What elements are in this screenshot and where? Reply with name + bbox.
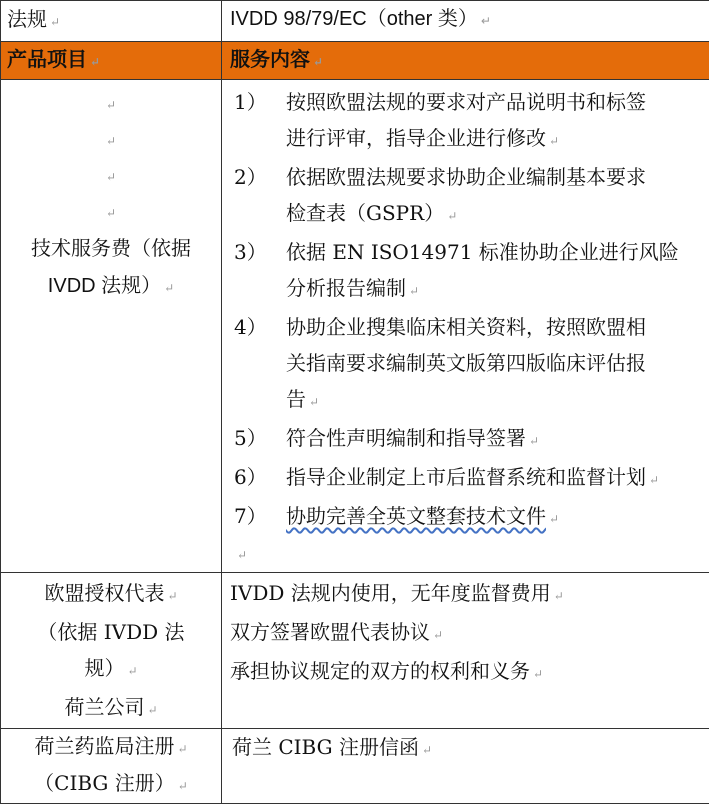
item-number: 3） [222, 234, 286, 309]
service-list-item [222, 84, 709, 159]
paragraph-mark-icon: ↵ [127, 664, 137, 678]
regulation-value-cell [222, 1, 709, 42]
eu-rep-label-line: 欧盟授权代表 [44, 581, 164, 605]
item-text-line: 依据欧盟法规要求协助企业编制基本要求 [286, 159, 704, 195]
paragraph-mark-icon: ↵ [237, 548, 247, 562]
service-list-item [222, 234, 709, 309]
paragraph-mark-icon: ↵ [106, 206, 116, 220]
header-row [1, 42, 709, 80]
paragraph-mark-icon: ↵ [447, 209, 457, 223]
item-text-line: 符合性声明编制和指导签署 [286, 426, 526, 450]
cibg-label-line: 荷兰药监局注册 [34, 734, 174, 758]
technical-service-label-line1: 技术服务费（依据 [1, 230, 221, 267]
service-list-item [222, 420, 709, 459]
header-service-cell [222, 42, 709, 80]
technical-service-row [1, 80, 709, 573]
paragraph-mark-icon: ↵ [106, 170, 116, 184]
technical-service-content-cell [222, 80, 709, 573]
paragraph-mark-icon: ↵ [147, 703, 157, 717]
item-number: 5） [222, 420, 286, 459]
cibg-label-line: （CIBG 注册） [34, 771, 175, 795]
header-product-cell [1, 42, 222, 80]
item-text-line: 进行评审，指导企业进行修改 [286, 126, 546, 150]
paragraph-mark-icon: ↵ [313, 55, 323, 69]
paragraph-mark-icon: ↵ [164, 281, 174, 295]
paragraph-mark-icon: ↵ [50, 15, 60, 29]
item-text-line: 协助完善全英文整套技术文件 [286, 504, 546, 528]
item-text-line: 协助企业搜集临床相关资料，按照欧盟相 [286, 309, 704, 345]
service-list-item [222, 498, 709, 537]
paragraph-mark-icon: ↵ [106, 98, 116, 112]
eu-rep-label-line: （依据 IVDD 法 [1, 614, 221, 650]
item-number: 2） [222, 159, 286, 234]
cibg-content: 荷兰 CIBG 注册信函 [232, 735, 419, 759]
item-text-line: 关指南要求编制英文版第四版临床评估报 [286, 345, 704, 381]
paragraph-mark-icon: ↵ [549, 134, 559, 148]
service-list-item [222, 459, 709, 498]
technical-service-label-line2: IVDD 法规） [48, 275, 161, 297]
paragraph-mark-icon: ↵ [554, 589, 564, 603]
paragraph-mark-icon: ↵ [309, 395, 319, 409]
item-text-line: 告 [286, 387, 306, 411]
paragraph-mark-icon: ↵ [422, 743, 432, 757]
item-text-line: 指导企业制定上市后监督系统和监督计划 [286, 465, 646, 489]
eu-rep-label-line: 规） [84, 656, 124, 680]
regulation-label-cell [1, 1, 222, 42]
regulation-label: 法规 [7, 7, 47, 31]
item-number: 1） [222, 84, 286, 159]
item-text-line: 分析报告编制 [286, 276, 406, 300]
header-product-item: 产品项目 [7, 47, 87, 71]
item-text-line: 按照欧盟法规的要求对产品说明书和标签 [286, 84, 704, 120]
header-service-content: 服务内容 [230, 47, 310, 71]
eu-rep-content-line: 承担协议规定的双方的权利和义务 [230, 659, 530, 683]
eu-rep-content-line: 双方签署欧盟代表协议 [230, 620, 430, 644]
paragraph-mark-icon: ↵ [481, 14, 491, 28]
item-text-line: 检查表（GSPR） [286, 201, 444, 225]
item-text-line: 依据 EN ISO14971 标准协助企业进行风险 [286, 234, 704, 270]
regulation-value: IVDD 98/79/EC（other 类） [230, 8, 478, 30]
paragraph-mark-icon: ↵ [549, 512, 559, 526]
item-number: 6） [222, 459, 286, 498]
paragraph-mark-icon: ↵ [178, 779, 188, 793]
cibg-registration-row [1, 729, 709, 804]
cibg-label-cell [1, 729, 222, 804]
eu-rep-label-cell [1, 573, 222, 729]
regulation-row [1, 1, 709, 42]
eu-representative-row [1, 573, 709, 729]
cibg-content-cell [222, 729, 709, 804]
paragraph-mark-icon: ↵ [409, 284, 419, 298]
paragraph-mark-icon: ↵ [90, 55, 100, 69]
eu-rep-content-line: IVDD 法规内使用，无年度监督费用 [230, 581, 551, 605]
paragraph-mark-icon: ↵ [533, 667, 543, 681]
item-number: 7） [222, 498, 286, 537]
paragraph-mark-icon: ↵ [106, 134, 116, 148]
service-list-item [222, 159, 709, 234]
paragraph-mark-icon: ↵ [167, 589, 177, 603]
paragraph-mark-icon: ↵ [177, 742, 187, 756]
paragraph-mark-icon: ↵ [649, 473, 659, 487]
paragraph-mark-icon: ↵ [433, 628, 443, 642]
eu-rep-label-line: 荷兰公司 [64, 695, 144, 719]
service-list-item [222, 309, 709, 420]
item-number: 4） [222, 309, 286, 420]
paragraph-mark-icon: ↵ [529, 434, 539, 448]
technical-service-label-cell [1, 80, 222, 573]
eu-rep-content-cell [222, 573, 709, 729]
